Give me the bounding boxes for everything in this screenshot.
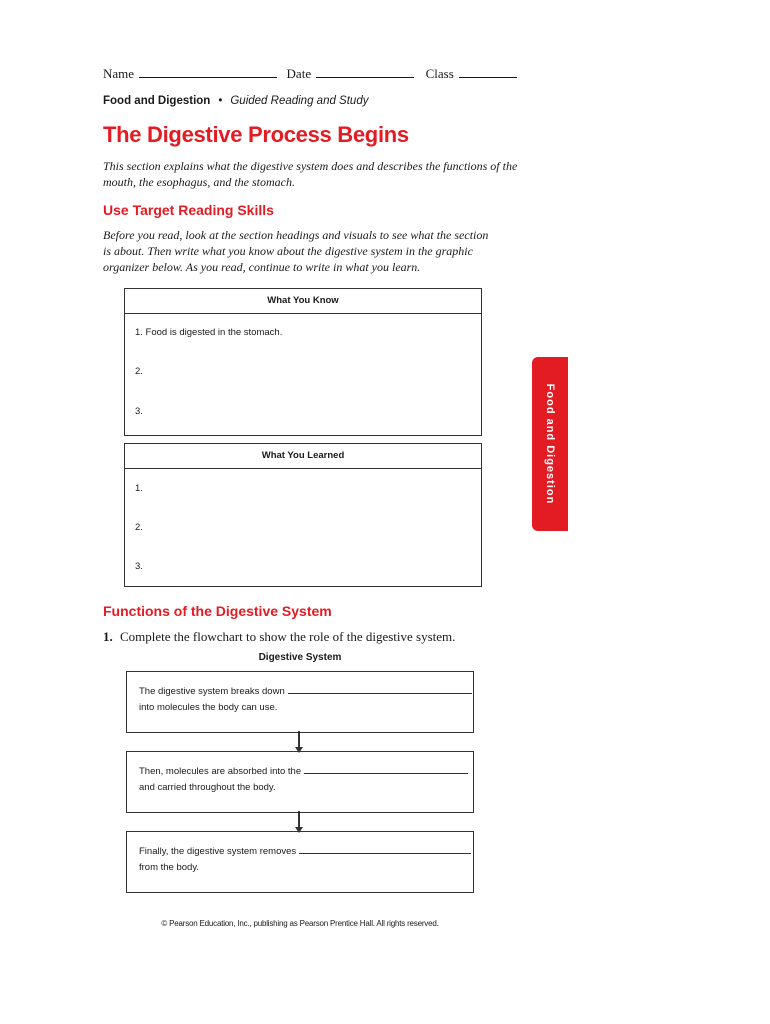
name-date-class-row [103,65,517,82]
know-item-1[interactable]: 1. Food is digested in the stomach. [135,327,283,338]
step-2-blank[interactable] [304,764,468,774]
question-number: 1. [103,629,113,644]
what-you-learned-box [124,443,482,587]
know-item-3[interactable]: 3. [135,406,143,417]
copyright-footer: © Pearson Education, Inc., publishing as Pearson Prentice Hall. All rights reserved. [161,919,439,928]
side-tab-label: Food and Digestion [544,383,556,505]
flow-arrow-1 [298,731,300,749]
step-3-line1: Finally, the digestive system removes [139,846,297,857]
flow-arrow-2 [298,811,300,829]
bullet: • [218,95,223,107]
question-text: Complete the flowchart to show the role of the digestive system. [120,629,456,644]
intro-text: This section explains what the digestive system does and describes the functions of the mouth, the esophagus, and the stomach. [103,159,518,189]
functions-heading: Functions of the Digestive System [103,603,332,619]
what-you-learned-heading: What You Learned [125,444,481,469]
learned-item-3[interactable]: 3. [135,561,143,572]
step-1-line1: The digestive system breaks down [139,686,285,697]
question-1 [103,629,455,645]
date-field[interactable] [316,65,414,78]
chapter-name: Food and Digestion [103,95,211,107]
step-3-blank[interactable] [299,844,471,854]
page-title: The Digestive Process Begins [103,122,409,147]
name-field[interactable] [139,65,277,78]
step-2-line1: Then, molecules are absorbed into the [139,766,302,777]
section-type: Guided Reading and Study [230,95,369,107]
target-skills-text: Before you read, look at the section headings and visuals to see what the section is about. Then write what you know about the digestive system in the graphic organizer below. As you read, continue to write in what you learn. [103,228,489,274]
flowchart-title: Digestive System [258,652,342,663]
target-skills-heading: Use Target Reading Skills [103,202,274,218]
name-label: Name [103,66,135,81]
what-you-know-heading: What You Know [125,289,481,314]
step-2-line2: and carried throughout the body. [139,782,276,793]
step-1-line2: into molecules the body can use. [139,702,278,713]
date-label: Date [286,66,312,81]
chapter-side-tab [532,357,568,531]
flowchart-step-2 [126,751,474,813]
learned-item-2[interactable]: 2. [135,522,143,533]
step-1-blank[interactable] [288,684,472,694]
section-subhead [103,95,368,107]
flowchart-step-3 [126,831,474,893]
learned-item-1[interactable]: 1. [135,483,143,494]
step-3-line2: from the body. [139,862,200,873]
class-field[interactable] [459,65,517,78]
know-item-2[interactable]: 2. [135,366,143,377]
flowchart-step-1 [126,671,474,733]
class-label: Class [425,66,454,81]
what-you-know-box [124,288,482,436]
